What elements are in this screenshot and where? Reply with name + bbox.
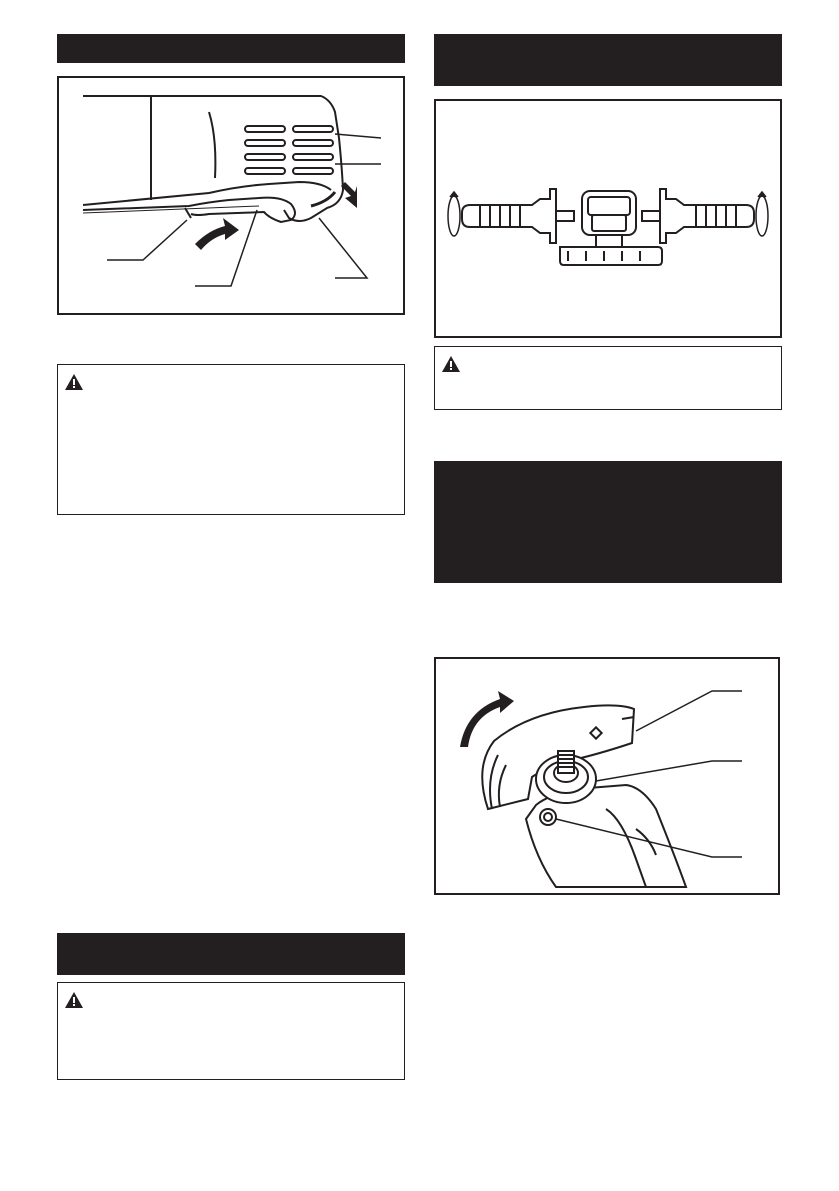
switch-lock-off-lever-illustration	[59, 78, 403, 313]
warning-box	[57, 364, 405, 515]
rotate-right-icon	[756, 192, 768, 236]
side-grip-handle-installation-illustration	[436, 101, 780, 336]
wheel-guard-installation-illustration	[436, 659, 778, 893]
press-arrow	[341, 182, 357, 208]
switch-figure	[57, 76, 405, 315]
warning-box	[57, 982, 405, 1080]
warning-triangle-icon	[64, 991, 84, 1009]
rotate-left-icon	[448, 192, 460, 236]
wheel-guard-figure	[434, 657, 780, 895]
warning-triangle-icon	[64, 373, 84, 391]
section-header-bar	[434, 461, 782, 583]
side-grip-figure	[434, 99, 782, 338]
warning-triangle-icon	[441, 355, 461, 373]
section-header-bar	[434, 34, 782, 86]
pull-arrow	[195, 218, 239, 250]
section-header-bar	[57, 933, 405, 975]
section-header-bar	[57, 34, 405, 63]
warning-box	[434, 346, 782, 410]
